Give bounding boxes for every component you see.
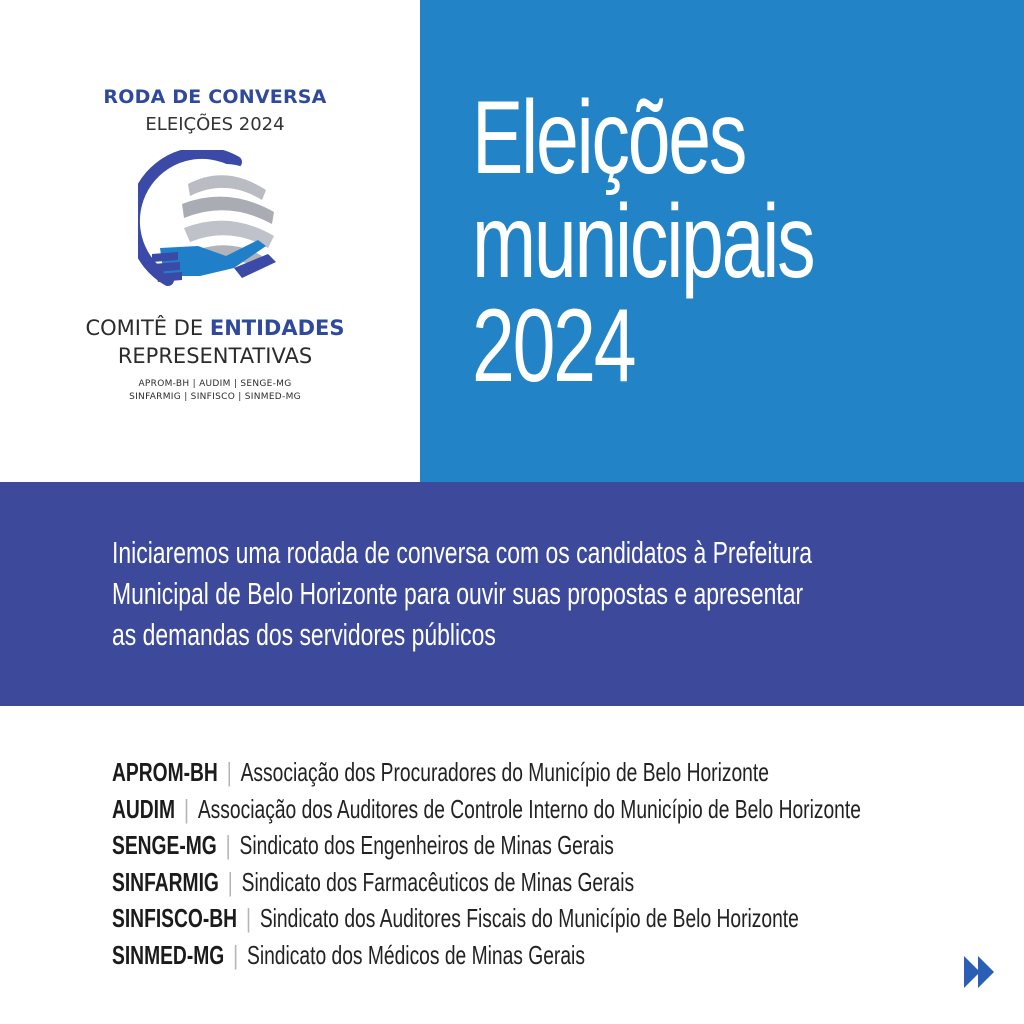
entity-separator: |	[226, 757, 232, 787]
entity-name: Associação dos Auditores de Controle Interno do Município de Belo Horizonte	[197, 793, 861, 824]
entity-separator: |	[183, 793, 189, 824]
event-logo	[56, 80, 374, 410]
entity-separator: |	[245, 903, 251, 933]
entity-separator: |	[233, 939, 239, 970]
list-item	[112, 864, 926, 901]
logo-subtitle: ELEIÇÕES 2024	[145, 114, 285, 135]
entity-name: Sindicato dos Auditores Fiscais do Município de Belo Horizonte	[259, 903, 799, 933]
globe-handshake-icon	[138, 150, 288, 300]
intro-line2: Municipal de Belo Horizonte para ouvir suas propostas e apresentar	[112, 576, 804, 611]
entity-name: Sindicato dos Engenheiros de Minas Gerais	[239, 830, 614, 860]
entity-code: AUDIM	[112, 793, 176, 824]
committee-members-line1: APROM-BH | AUDIM | SENGE-MG	[138, 379, 292, 389]
list-item	[112, 827, 926, 864]
committee-members-line2: SINFARMIG | SINFISCO | SINMED-MG	[129, 392, 301, 402]
headline-line1: Eleições	[472, 80, 746, 196]
logo-title: RODA DE CONVERSA	[103, 86, 327, 108]
entity-code: SINFARMIG	[112, 866, 219, 897]
entity-name: Sindicato dos Médicos de Minas Gerais	[247, 939, 585, 970]
committee-bold: ENTIDADES	[209, 316, 345, 340]
headline-line2: municipais	[472, 184, 814, 300]
committee-prefix: COMITÊ DE	[85, 316, 204, 340]
committee-name	[56, 316, 374, 340]
double-chevron-right-icon[interactable]	[962, 954, 996, 990]
intro-text	[112, 532, 926, 655]
logo-panel	[0, 0, 420, 482]
intro-line1: Iniciaremos uma rodada de conversa com os candidatos à Prefeitura	[112, 535, 813, 570]
headline-line3: 2024	[472, 288, 635, 404]
intro-line3: as demandas dos servidores públicos	[112, 617, 496, 652]
committee-name-line2: REPRESENTATIVAS	[117, 344, 313, 368]
entity-name: Sindicato dos Farmacêuticos de Minas Gerais	[241, 866, 635, 897]
entity-separator: |	[225, 830, 231, 860]
entity-list	[112, 754, 926, 973]
intro-band	[0, 482, 1024, 706]
list-item	[112, 754, 926, 791]
entity-code: SENGE-MG	[112, 830, 217, 860]
list-item	[112, 900, 926, 937]
headline-panel	[420, 0, 1024, 482]
entity-code: APROM-BH	[112, 757, 218, 787]
headline	[472, 80, 872, 404]
entity-code: SINMED-MG	[112, 939, 225, 970]
entity-separator: |	[227, 866, 233, 897]
list-item	[112, 791, 926, 828]
list-item	[112, 937, 926, 974]
entity-name: Associação dos Procuradores do Município de Belo Horizonte	[240, 757, 769, 787]
entity-code: SINFISCO-BH	[112, 903, 238, 933]
